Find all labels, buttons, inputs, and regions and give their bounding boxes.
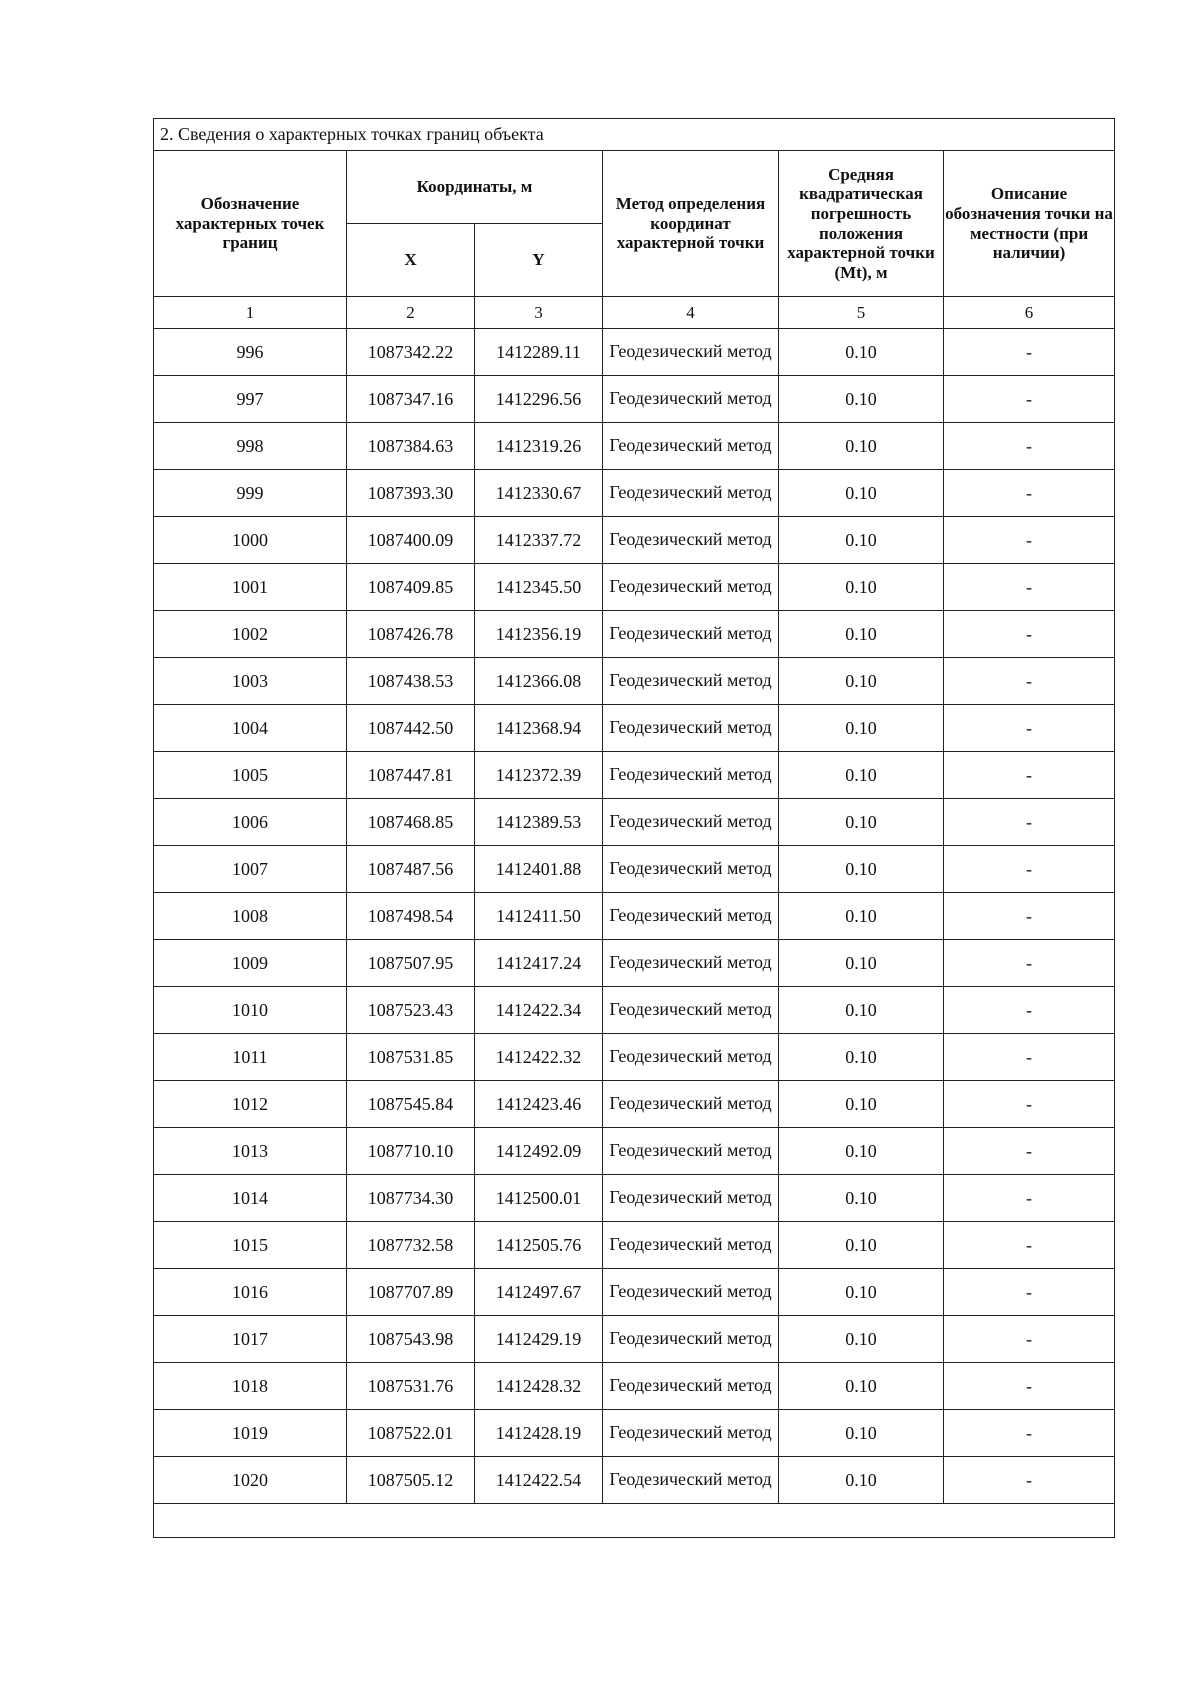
column-number: 1 <box>154 297 347 329</box>
column-number: 2 <box>347 297 475 329</box>
description-cell: - <box>944 940 1115 987</box>
coordinate-x: 1087442.50 <box>347 705 475 752</box>
coordinate-x: 1087531.76 <box>347 1363 475 1410</box>
method-cell: Геодезический метод <box>603 940 779 987</box>
table-row <box>154 658 1115 705</box>
coordinate-x: 1087438.53 <box>347 658 475 705</box>
coordinate-y: 1412422.54 <box>475 1457 603 1504</box>
mean-error-cell: 0.10 <box>779 1128 944 1175</box>
coordinate-y: 1412428.32 <box>475 1363 603 1410</box>
description-cell: - <box>944 611 1115 658</box>
header-y: Y <box>475 224 603 297</box>
coordinate-x: 1087400.09 <box>347 517 475 564</box>
table-row <box>154 1222 1115 1269</box>
mean-error-cell: 0.10 <box>779 846 944 893</box>
description-cell: - <box>944 564 1115 611</box>
point-number: 1020 <box>154 1457 347 1504</box>
coordinate-y: 1412505.76 <box>475 1222 603 1269</box>
method-cell: Геодезический метод <box>603 987 779 1034</box>
coordinate-y: 1412401.88 <box>475 846 603 893</box>
description-cell: - <box>944 1175 1115 1222</box>
table-row <box>154 799 1115 846</box>
point-number: 1016 <box>154 1269 347 1316</box>
mean-error-cell: 0.10 <box>779 611 944 658</box>
column-number: 3 <box>475 297 603 329</box>
description-cell: - <box>944 752 1115 799</box>
point-number: 1010 <box>154 987 347 1034</box>
coordinate-x: 1087498.54 <box>347 893 475 940</box>
method-cell: Геодезический метод <box>603 705 779 752</box>
mean-error-cell: 0.10 <box>779 1175 944 1222</box>
table-row <box>154 564 1115 611</box>
mean-error-cell: 0.10 <box>779 423 944 470</box>
table-body <box>154 329 1115 1504</box>
coordinate-x: 1087734.30 <box>347 1175 475 1222</box>
table-row <box>154 846 1115 893</box>
point-number: 1003 <box>154 658 347 705</box>
description-cell: - <box>944 329 1115 376</box>
description-cell: - <box>944 1363 1115 1410</box>
description-cell: - <box>944 1410 1115 1457</box>
mean-error-cell: 0.10 <box>779 517 944 564</box>
point-number: 1018 <box>154 1363 347 1410</box>
table-row <box>154 1457 1115 1504</box>
coordinate-y: 1412372.39 <box>475 752 603 799</box>
coordinate-x: 1087543.98 <box>347 1316 475 1363</box>
coordinate-x: 1087342.22 <box>347 329 475 376</box>
column-number: 5 <box>779 297 944 329</box>
coordinate-y: 1412429.19 <box>475 1316 603 1363</box>
method-cell: Геодезический метод <box>603 799 779 846</box>
coordinate-x: 1087522.01 <box>347 1410 475 1457</box>
method-cell: Геодезический метод <box>603 752 779 799</box>
mean-error-cell: 0.10 <box>779 940 944 987</box>
coordinate-y: 1412356.19 <box>475 611 603 658</box>
description-cell: - <box>944 1034 1115 1081</box>
description-cell: - <box>944 658 1115 705</box>
table-row <box>154 1175 1115 1222</box>
description-cell: - <box>944 1457 1115 1504</box>
mean-error-cell: 0.10 <box>779 1034 944 1081</box>
table-row <box>154 987 1115 1034</box>
coordinate-y: 1412319.26 <box>475 423 603 470</box>
method-cell: Геодезический метод <box>603 1363 779 1410</box>
mean-error-cell: 0.10 <box>779 799 944 846</box>
coordinate-y: 1412411.50 <box>475 893 603 940</box>
coordinate-y: 1412422.34 <box>475 987 603 1034</box>
table-row <box>154 752 1115 799</box>
mean-error-cell: 0.10 <box>779 893 944 940</box>
table-row <box>154 1128 1115 1175</box>
mean-error-cell: 0.10 <box>779 1316 944 1363</box>
point-number: 999 <box>154 470 347 517</box>
method-cell: Геодезический метод <box>603 1034 779 1081</box>
coordinate-y: 1412368.94 <box>475 705 603 752</box>
method-cell: Геодезический метод <box>603 1410 779 1457</box>
coordinate-x: 1087545.84 <box>347 1081 475 1128</box>
coordinate-y: 1412296.56 <box>475 376 603 423</box>
method-cell: Геодезический метод <box>603 517 779 564</box>
mean-error-cell: 0.10 <box>779 376 944 423</box>
point-number: 997 <box>154 376 347 423</box>
method-cell: Геодезический метод <box>603 1128 779 1175</box>
header-coordinates: Координаты, м <box>347 151 603 224</box>
method-cell: Геодезический метод <box>603 1457 779 1504</box>
method-cell: Геодезический метод <box>603 611 779 658</box>
point-number: 1017 <box>154 1316 347 1363</box>
method-cell: Геодезический метод <box>603 893 779 940</box>
method-cell: Геодезический метод <box>603 329 779 376</box>
method-cell: Геодезический метод <box>603 1175 779 1222</box>
table-row <box>154 423 1115 470</box>
method-cell: Геодезический метод <box>603 470 779 517</box>
point-number: 1008 <box>154 893 347 940</box>
method-cell: Геодезический метод <box>603 1081 779 1128</box>
coordinate-x: 1087732.58 <box>347 1222 475 1269</box>
mean-error-cell: 0.10 <box>779 1410 944 1457</box>
mean-error-cell: 0.10 <box>779 1457 944 1504</box>
point-number: 1011 <box>154 1034 347 1081</box>
coordinate-x: 1087531.85 <box>347 1034 475 1081</box>
empty-footer-cell <box>154 1504 1115 1538</box>
method-cell: Геодезический метод <box>603 376 779 423</box>
table-row <box>154 940 1115 987</box>
point-number: 998 <box>154 423 347 470</box>
table-row <box>154 329 1115 376</box>
coordinate-x: 1087426.78 <box>347 611 475 658</box>
mean-error-cell: 0.10 <box>779 1363 944 1410</box>
coordinate-x: 1087409.85 <box>347 564 475 611</box>
description-cell: - <box>944 799 1115 846</box>
coordinate-y: 1412428.19 <box>475 1410 603 1457</box>
coordinate-y: 1412366.08 <box>475 658 603 705</box>
description-cell: - <box>944 1269 1115 1316</box>
coordinate-x: 1087468.85 <box>347 799 475 846</box>
coordinate-x: 1087710.10 <box>347 1128 475 1175</box>
table-row <box>154 1316 1115 1363</box>
description-cell: - <box>944 517 1115 564</box>
coordinate-y: 1412497.67 <box>475 1269 603 1316</box>
coordinate-x: 1087523.43 <box>347 987 475 1034</box>
point-number: 1000 <box>154 517 347 564</box>
coordinate-x: 1087707.89 <box>347 1269 475 1316</box>
table-row <box>154 1363 1115 1410</box>
table-row <box>154 376 1115 423</box>
coordinate-x: 1087487.56 <box>347 846 475 893</box>
description-cell: - <box>944 1222 1115 1269</box>
point-number: 1004 <box>154 705 347 752</box>
coordinate-y: 1412423.46 <box>475 1081 603 1128</box>
table-row <box>154 470 1115 517</box>
coordinate-y: 1412500.01 <box>475 1175 603 1222</box>
table-row <box>154 1034 1115 1081</box>
mean-error-cell: 0.10 <box>779 564 944 611</box>
mean-error-cell: 0.10 <box>779 987 944 1034</box>
description-cell: - <box>944 987 1115 1034</box>
description-cell: - <box>944 1128 1115 1175</box>
table-row <box>154 611 1115 658</box>
method-cell: Геодезический метод <box>603 564 779 611</box>
coordinate-y: 1412492.09 <box>475 1128 603 1175</box>
coordinate-x: 1087384.63 <box>347 423 475 470</box>
header-designation: Обозначение характерных точек границ <box>154 151 347 297</box>
description-cell: - <box>944 1081 1115 1128</box>
table-row <box>154 1410 1115 1457</box>
coordinate-x: 1087347.16 <box>347 376 475 423</box>
description-cell: - <box>944 423 1115 470</box>
empty-footer-row <box>154 1504 1115 1538</box>
point-number: 1002 <box>154 611 347 658</box>
method-cell: Геодезический метод <box>603 1222 779 1269</box>
point-number: 1019 <box>154 1410 347 1457</box>
mean-error-cell: 0.10 <box>779 1222 944 1269</box>
point-number: 1009 <box>154 940 347 987</box>
header-mean-error: Средняя квадратическая погрешность положения характерной точки (Mt), м <box>779 151 944 297</box>
coordinate-y: 1412345.50 <box>475 564 603 611</box>
description-cell: - <box>944 470 1115 517</box>
description-cell: - <box>944 846 1115 893</box>
description-cell: - <box>944 1316 1115 1363</box>
mean-error-cell: 0.10 <box>779 1081 944 1128</box>
mean-error-cell: 0.10 <box>779 329 944 376</box>
coordinate-x: 1087393.30 <box>347 470 475 517</box>
coordinate-x: 1087507.95 <box>347 940 475 987</box>
description-cell: - <box>944 376 1115 423</box>
point-number: 996 <box>154 329 347 376</box>
description-cell: - <box>944 893 1115 940</box>
mean-error-cell: 0.10 <box>779 705 944 752</box>
table-row <box>154 893 1115 940</box>
mean-error-cell: 0.10 <box>779 658 944 705</box>
method-cell: Геодезический метод <box>603 423 779 470</box>
table-caption: 2. Сведения о характерных точках границ объекта <box>154 119 1115 151</box>
coordinate-y: 1412289.11 <box>475 329 603 376</box>
point-number: 1001 <box>154 564 347 611</box>
coordinate-x: 1087505.12 <box>347 1457 475 1504</box>
method-cell: Геодезический метод <box>603 658 779 705</box>
point-number: 1012 <box>154 1081 347 1128</box>
method-cell: Геодезический метод <box>603 846 779 893</box>
coordinate-y: 1412337.72 <box>475 517 603 564</box>
mean-error-cell: 0.10 <box>779 470 944 517</box>
table-row <box>154 1081 1115 1128</box>
column-number-row <box>154 297 1115 329</box>
coordinate-y: 1412389.53 <box>475 799 603 846</box>
column-number: 4 <box>603 297 779 329</box>
description-cell: - <box>944 705 1115 752</box>
coordinate-y: 1412422.32 <box>475 1034 603 1081</box>
point-number: 1013 <box>154 1128 347 1175</box>
mean-error-cell: 0.10 <box>779 752 944 799</box>
table-row <box>154 517 1115 564</box>
table-row <box>154 705 1115 752</box>
method-cell: Геодезический метод <box>603 1316 779 1363</box>
point-number: 1007 <box>154 846 347 893</box>
point-number: 1014 <box>154 1175 347 1222</box>
coordinate-y: 1412417.24 <box>475 940 603 987</box>
coordinate-y: 1412330.67 <box>475 470 603 517</box>
column-number: 6 <box>944 297 1115 329</box>
boundary-points-table <box>153 118 1115 1538</box>
coordinate-x: 1087447.81 <box>347 752 475 799</box>
mean-error-cell: 0.10 <box>779 1269 944 1316</box>
point-number: 1005 <box>154 752 347 799</box>
method-cell: Геодезический метод <box>603 1269 779 1316</box>
header-description: Описание обозначения точки на местности (при наличии) <box>944 151 1115 297</box>
point-number: 1006 <box>154 799 347 846</box>
header-x: X <box>347 224 475 297</box>
header-method: Метод определения координат характерной точки <box>603 151 779 297</box>
table-row <box>154 1269 1115 1316</box>
point-number: 1015 <box>154 1222 347 1269</box>
